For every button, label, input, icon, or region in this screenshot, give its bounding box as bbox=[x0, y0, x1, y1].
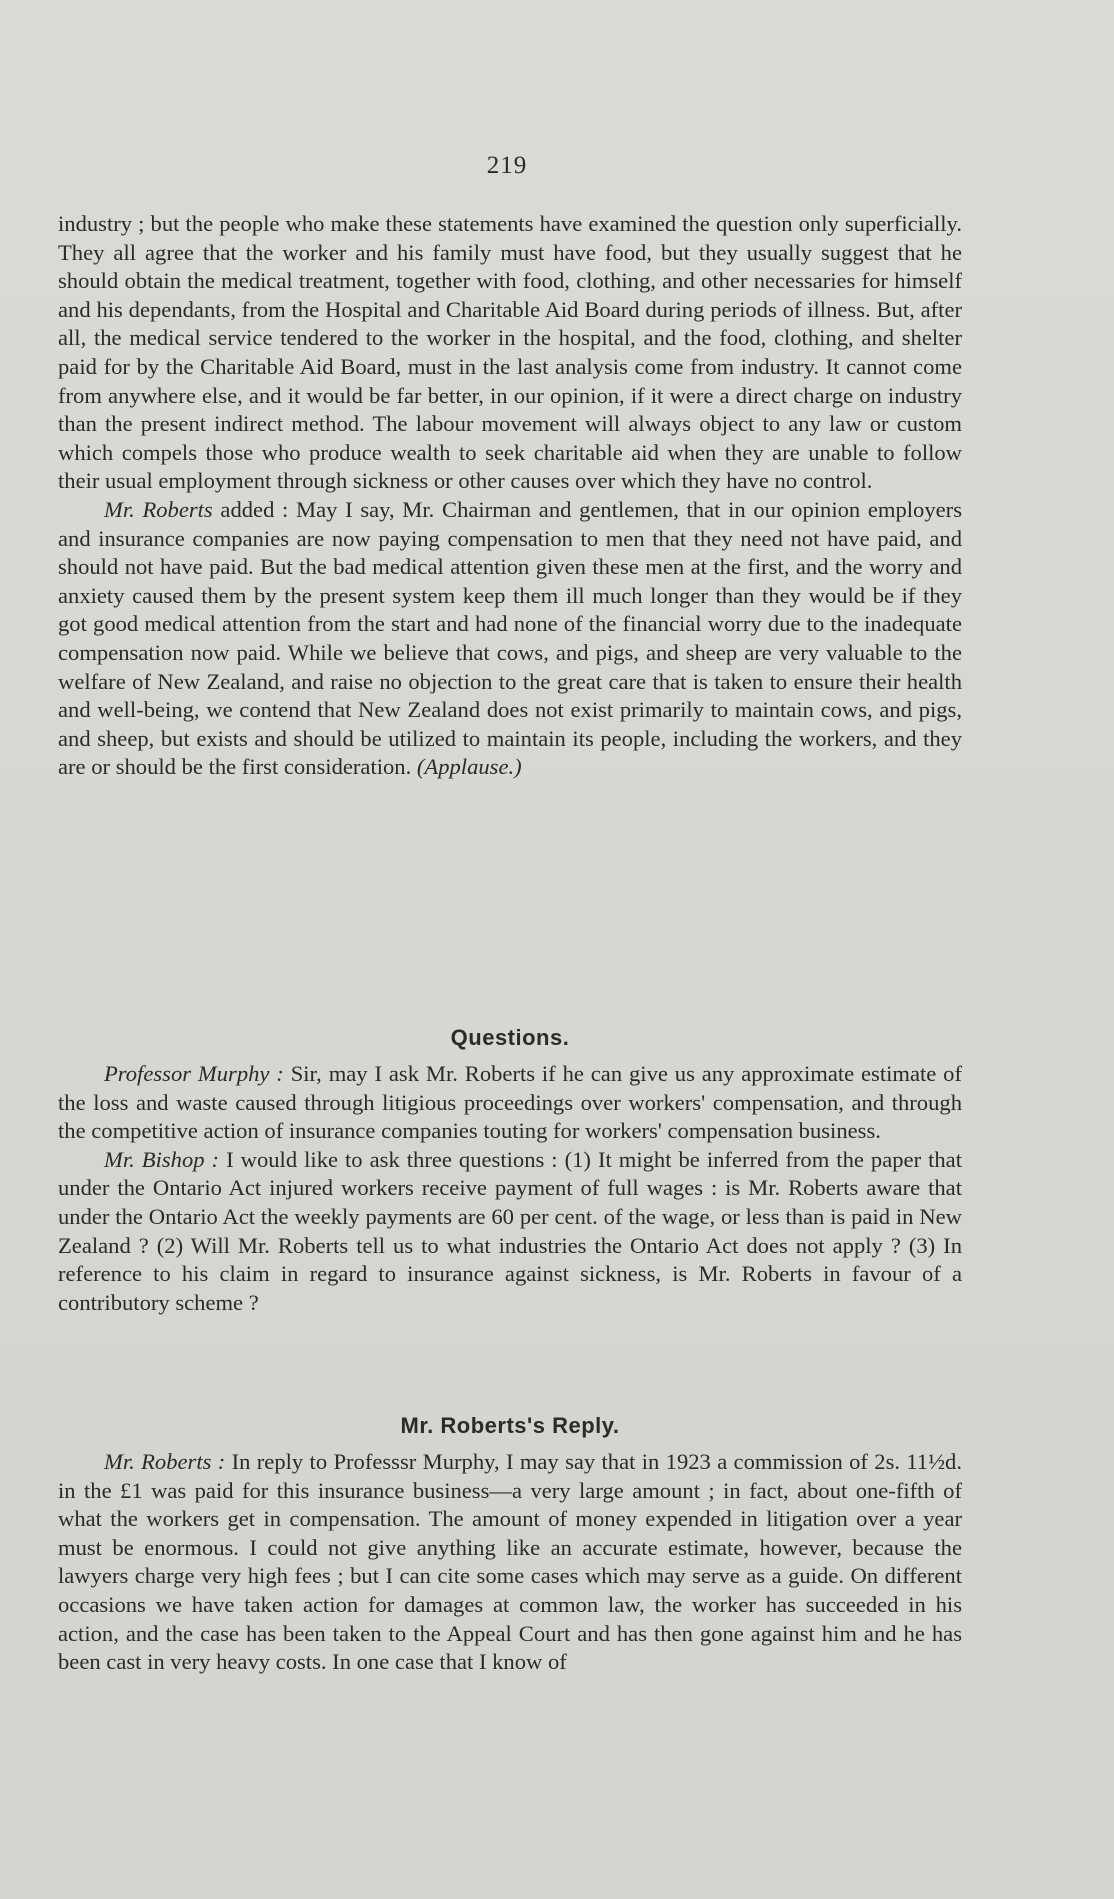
speaker-name: Mr. Roberts : bbox=[104, 1449, 226, 1474]
speaker-name: Professor Murphy : bbox=[104, 1061, 284, 1086]
paragraph-text: In reply to Professsr Murphy, I may say that in 1923 a commission of 2s. 11½d. in the £1 was paid for this insurance business—a very large amount ; in fact, about one-fifth of what the workers get in compensation. The amount of money expended in litigation over a year must be enormous. I could not give anything like an accurate estimate, however, because the lawyers charge very high fees ; but I can cite some cases which may serve as a guide. On different occasions we have taken action for damages at common law, the worker has succeeded in his action, and the case has been taken to the Appeal Court and has then gone against him and he has been cast in very heavy costs. In one case that I know of bbox=[58, 1449, 962, 1675]
paragraph bbox=[58, 1448, 962, 1677]
applause-note: (Applause.) bbox=[416, 754, 522, 780]
speaker-name: Mr. Roberts bbox=[104, 496, 213, 522]
body-text-reply bbox=[58, 1448, 962, 1677]
body-text-questions bbox=[58, 1060, 962, 1317]
paragraph bbox=[58, 210, 962, 496]
body-text-section-1 bbox=[58, 210, 962, 782]
paragraph-text: added : May I say, Mr. Chairman and gentlemen, that in our opinion employers and insurance companies are now paying compensation to men that they need not have paid, and should not have paid. But the bad medical attention given these men at the first, and the worry and anxiety caused them by the present system keep them ill much longer than they would be if they got good medical attention from the start and had none of the financial worry due to the inadequate compensation now paid. While we believe that cows, and pigs, and sheep are very valuable to the welfare of New Zealand, and raise no objection to the great care that is taken to ensure their health and well-being, we contend that New Zealand does not exist primarily to maintain cows, and pigs, and sheep, but exists and should be utilized to maintain its people, including the workers, and they are or should be the first consideration. bbox=[58, 496, 962, 780]
paragraph-text: Sir, may I ask Mr. Roberts if he can give us any approximate estimate of the loss and waste caused through litigious proceedings over workers' compensation, and through the competitive action of insurance companies touting for workers' compensation business. bbox=[58, 1061, 963, 1144]
paragraph-text: industry ; but the people who make these statements have examined the question only superficially. They all agree that the worker and his family must have food, but they usually suggest that he should obtain the medical treatment, together with food, clothing, and other necessaries for himself and his dependants, from the Hospital and Charitable Aid Board during periods of illness. But, after all, the medical service tendered to the worker in the hospital, and the food, clothing, and shelter paid for by the Charitable Aid Board, must in the last analysis come from industry. It cannot come from anywhere else, and it would be far better, in our opinion, if it were a direct charge on industry than the present indirect method. The labour movement will always object to any law or custom which compels those who produce wealth to seek charitable aid when they are unable to follow their usual employment through sickness or other causes over which they have no control. bbox=[58, 211, 962, 494]
section-heading-questions: Questions. bbox=[450, 1025, 570, 1050]
paragraph bbox=[58, 496, 962, 782]
page-number: 219 bbox=[486, 152, 528, 179]
paragraph-text: I would like to ask three questions : (1) It might be inferred from the paper that under the Ontario Act injured workers receive payment of full wages : is Mr. Roberts aware that under the Ontario Act the weekly payments are 60 per cent. of the wage, or less than is paid in New Zealand ? (2) Will Mr. Roberts tell us to what industries the Ontario Act does not apply ? (3) In reference to his claim in regard to insurance against sickness, is Mr. Roberts in favour of a contributory scheme ? bbox=[58, 1146, 962, 1315]
speaker-name: Mr. Bishop : bbox=[104, 1146, 220, 1172]
paragraph bbox=[58, 1146, 962, 1318]
section-heading-reply: Mr. Roberts's Reply. bbox=[400, 1413, 620, 1438]
paragraph bbox=[58, 1060, 962, 1146]
